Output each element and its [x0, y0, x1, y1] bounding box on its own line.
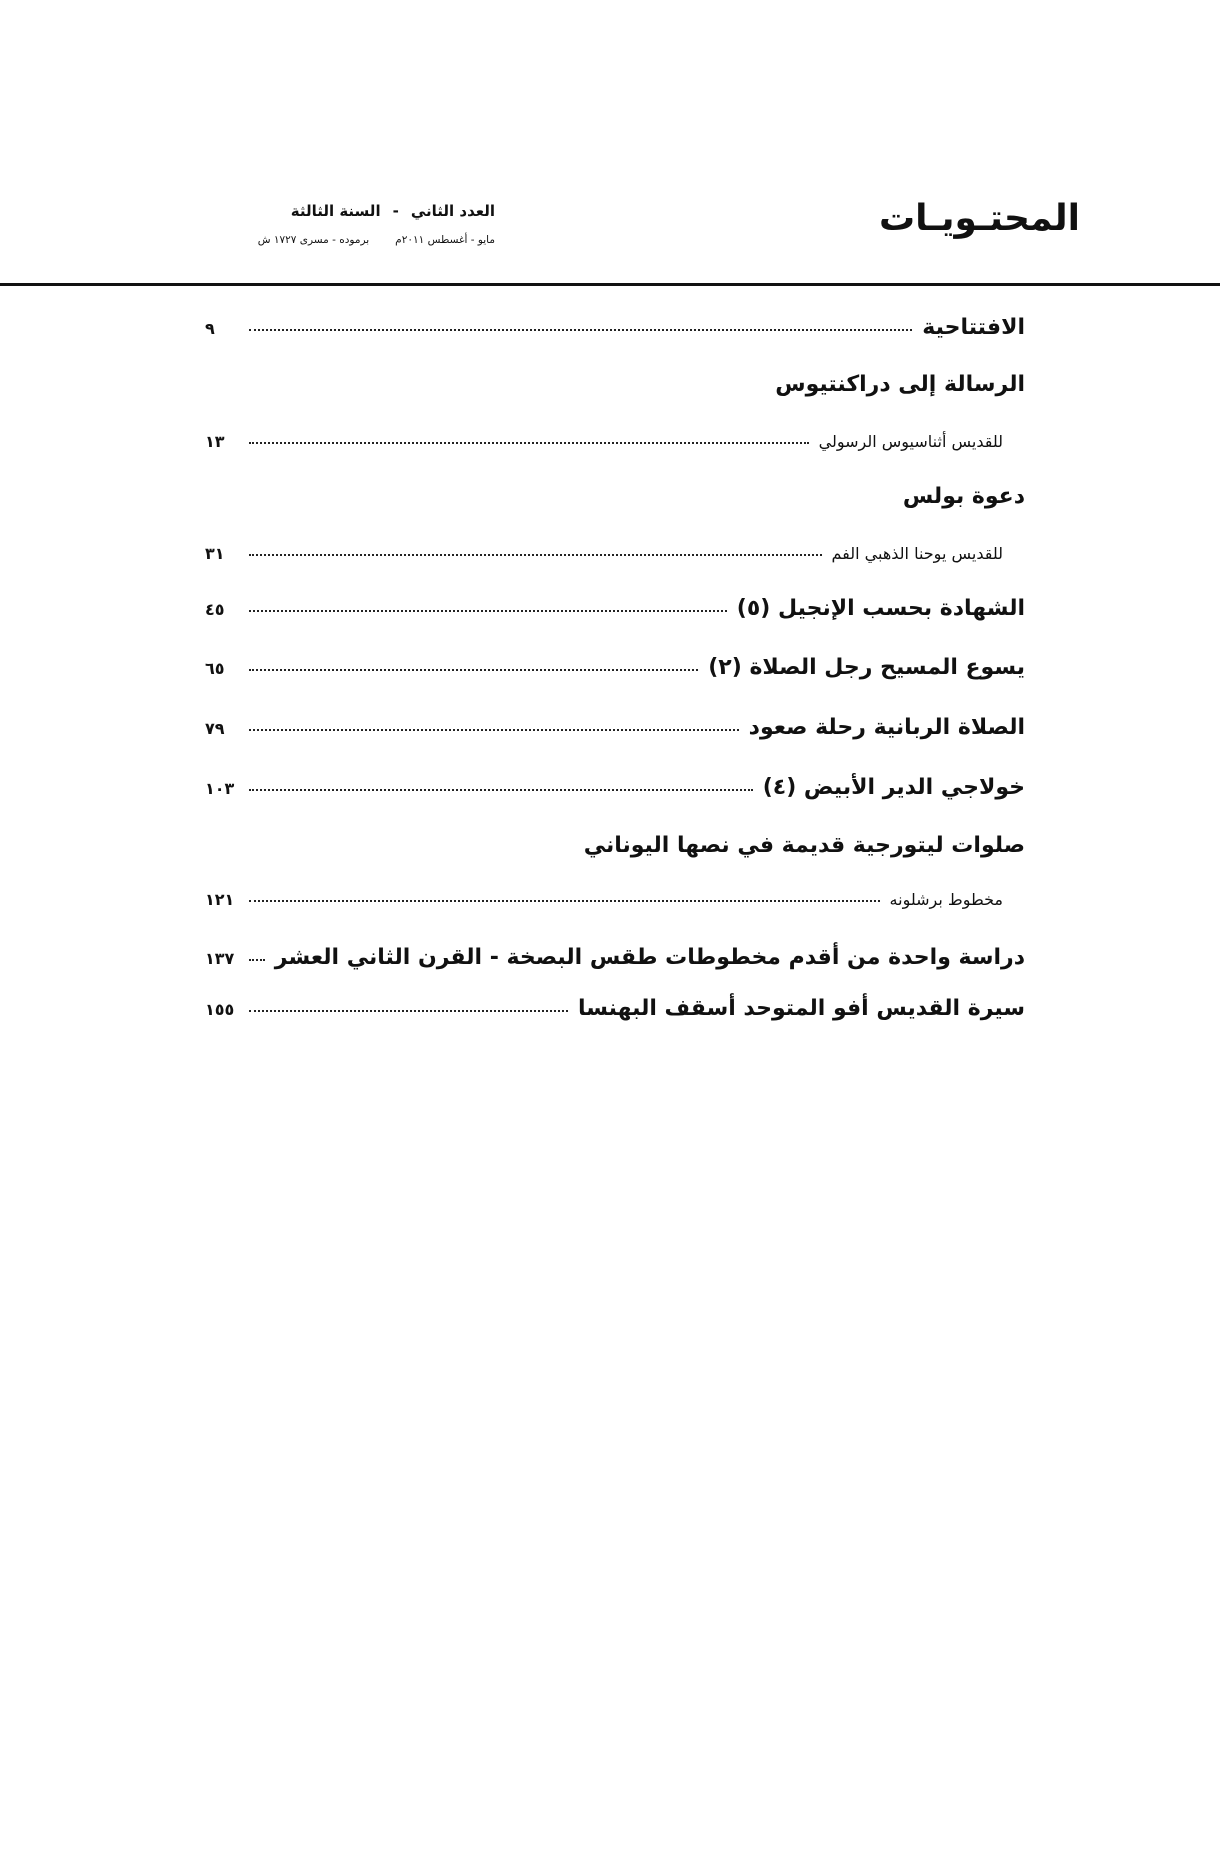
issue-year: السنة الثالثة — [290, 202, 381, 220]
toc-page-number: ٧٩ — [205, 719, 225, 738]
toc-title: دعوة بولس — [902, 484, 1025, 509]
toc-title: صلوات ليتورجية قديمة في نصها اليوناني — [583, 833, 1025, 858]
toc-page-number: ٩ — [205, 319, 215, 338]
toc-title: سيرة القديس أفو المتوحد أسقف البهنسا — [577, 996, 1025, 1021]
toc-entry — [205, 996, 1025, 1021]
toc-page-number: ١٢١ — [205, 890, 235, 909]
issue-separator: - — [392, 202, 399, 220]
toc-leader-dots — [249, 958, 265, 961]
toc-entry — [205, 315, 1025, 340]
issue-line — [195, 202, 495, 220]
toc-leader-dots — [249, 609, 727, 612]
toc-leader-dots — [249, 1009, 568, 1012]
toc-leader-dots — [249, 553, 822, 556]
toc-page-number: ٦٥ — [205, 659, 225, 678]
toc-entry — [205, 890, 1025, 909]
toc-page-number: ٣١ — [205, 544, 225, 563]
issue-dates — [195, 234, 495, 246]
toc-section-heading — [205, 484, 1025, 509]
toc-entry — [205, 432, 1025, 451]
toc-title: يسوع المسيح رجل الصلاة (٢) — [708, 655, 1025, 680]
toc-leader-dots — [249, 328, 912, 331]
toc-entry — [205, 715, 1025, 740]
toc-title: الشهادة بحسب الإنجيل (٥) — [736, 596, 1025, 621]
toc-leader-dots — [249, 441, 809, 444]
date-coptic: برموده - مسرى ١٧٢٧ ش — [257, 234, 370, 246]
toc-leader-dots — [249, 899, 880, 902]
toc-page-number: ١٥٥ — [205, 1000, 235, 1019]
date-gregorian: مايو - أغسطس ٢٠١١م — [395, 234, 495, 246]
toc-leader-dots — [249, 668, 698, 671]
toc-entry — [205, 596, 1025, 621]
toc-entry — [205, 544, 1025, 563]
toc-title: الصلاة الربانية رحلة صعود — [748, 715, 1025, 740]
toc-entry — [205, 655, 1025, 680]
toc-title: دراسة واحدة من أقدم مخطوطات طقس البصخة - القرن الثاني العشر — [274, 945, 1025, 970]
toc-page-number: ١٣٧ — [205, 949, 235, 968]
page-title: المحتـويـات — [878, 198, 1080, 239]
toc-leader-dots — [249, 728, 739, 731]
toc-title: خولاجي الدير الأبيض (٤) — [762, 775, 1025, 800]
toc-title: للقديس يوحنا الذهبي الفم — [831, 544, 1003, 563]
toc-entry — [205, 945, 1025, 970]
toc-page-number: ١٠٣ — [205, 779, 235, 798]
toc-section-heading — [205, 833, 1025, 858]
toc-section-heading — [205, 372, 1025, 397]
issue-number: العدد الثاني — [410, 202, 495, 220]
toc-title: للقديس أثناسيوس الرسولي — [818, 432, 1003, 451]
toc-title: الرسالة إلى دراكنتيوس — [775, 372, 1025, 397]
toc-title: الافتتاحية — [922, 315, 1025, 340]
toc-entry — [205, 775, 1025, 800]
toc-page-number: ٤٥ — [205, 600, 225, 619]
header-divider — [0, 283, 1220, 286]
toc-leader-dots — [249, 788, 753, 791]
toc-page-number: ١٣ — [205, 432, 225, 451]
issue-info — [195, 202, 495, 246]
toc-title: مخطوط برشلونه — [889, 890, 1003, 909]
